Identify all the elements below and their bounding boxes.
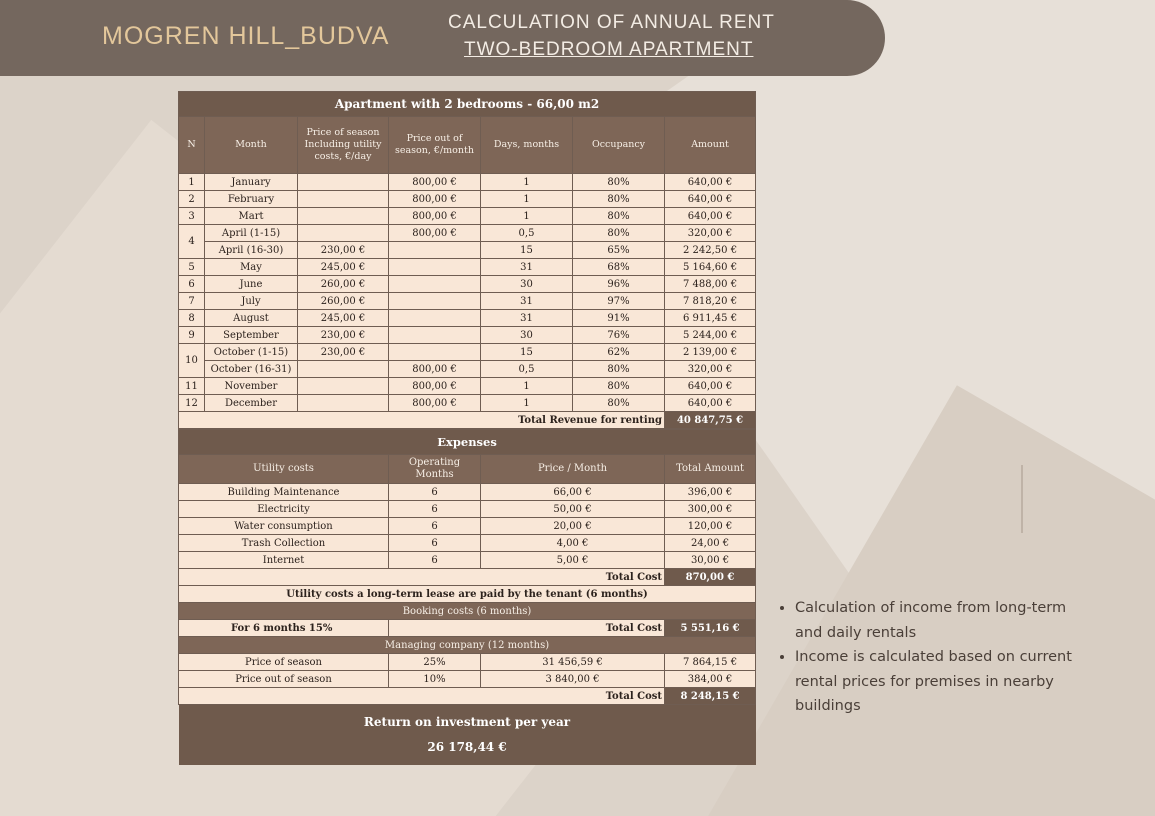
column-header: Utility costs [179, 455, 389, 484]
managing-total-cell: 384,00 € [665, 671, 756, 688]
amount-cell: 320,00 € [665, 225, 756, 242]
amount-cell: 320,00 € [665, 361, 756, 378]
amount-cell: 7 818,20 € [665, 293, 756, 310]
row-number-cell: 7 [179, 293, 205, 310]
occupancy-cell: 96% [573, 276, 665, 293]
table-row [179, 225, 756, 242]
expense-price-cell: 20,00 € [481, 518, 665, 535]
days-cell: 31 [481, 293, 573, 310]
offseason-price-cell [389, 242, 481, 259]
table-row [179, 293, 756, 310]
expense-price-cell: 5,00 € [481, 552, 665, 569]
days-cell: 1 [481, 395, 573, 412]
season-price-cell [298, 174, 389, 191]
season-price-cell [298, 361, 389, 378]
month-cell: June [205, 276, 298, 293]
row-number-cell: 11 [179, 378, 205, 395]
occupancy-cell: 80% [573, 361, 665, 378]
offseason-price-cell: 800,00 € [389, 378, 481, 395]
month-cell: December [205, 395, 298, 412]
managing-total-cell: 7 864,15 € [665, 654, 756, 671]
table-row [179, 191, 756, 208]
occupancy-cell: 80% [573, 191, 665, 208]
expense-name-cell: Water consumption [179, 518, 389, 535]
expenses-table [178, 429, 756, 765]
expense-total-cell: 24,00 € [665, 535, 756, 552]
expenses-title: Expenses [179, 430, 756, 455]
season-price-cell: 245,00 € [298, 310, 389, 327]
expense-price-cell: 66,00 € [481, 484, 665, 501]
table-row [179, 310, 756, 327]
season-price-cell: 230,00 € [298, 327, 389, 344]
booking-total-label: Total Cost [389, 620, 665, 637]
row-number-cell: 4 [179, 225, 205, 259]
expense-name-cell: Internet [179, 552, 389, 569]
column-header: Occupancy [573, 117, 665, 174]
season-price-cell [298, 208, 389, 225]
column-header: Price out of season, €/month [389, 117, 481, 174]
table-row [179, 518, 756, 535]
occupancy-cell: 91% [573, 310, 665, 327]
booking-title: Booking costs (6 months) [179, 603, 756, 620]
table-row [179, 276, 756, 293]
total-revenue-label: Total Revenue for renting [179, 412, 665, 429]
month-cell: May [205, 259, 298, 276]
note-item: • Income is calculated based on current rental prices for premises in nearby buildings [795, 645, 1075, 719]
month-cell: October (1-15) [205, 344, 298, 361]
offseason-price-cell [389, 310, 481, 327]
days-cell: 15 [481, 242, 573, 259]
notes-list [775, 596, 1075, 719]
occupancy-cell: 65% [573, 242, 665, 259]
managing-name-cell: Price of season [179, 654, 389, 671]
table-row [179, 395, 756, 412]
amount-cell: 640,00 € [665, 191, 756, 208]
expense-months-cell: 6 [389, 518, 481, 535]
amount-cell: 640,00 € [665, 174, 756, 191]
days-cell: 31 [481, 259, 573, 276]
season-price-cell: 260,00 € [298, 276, 389, 293]
days-cell: 30 [481, 276, 573, 293]
row-number-cell: 8 [179, 310, 205, 327]
expense-total-cell: 396,00 € [665, 484, 756, 501]
table-title: Apartment with 2 bedrooms - 66,00 m2 [179, 92, 756, 117]
month-cell: April (1-15) [205, 225, 298, 242]
days-cell: 15 [481, 344, 573, 361]
offseason-price-cell [389, 276, 481, 293]
column-header: Days, months [481, 117, 573, 174]
offseason-price-cell [389, 327, 481, 344]
table-row [179, 378, 756, 395]
days-cell: 1 [481, 208, 573, 225]
amount-cell: 640,00 € [665, 208, 756, 225]
table-row [179, 208, 756, 225]
days-cell: 1 [481, 174, 573, 191]
managing-percent-cell: 25% [389, 654, 481, 671]
season-price-cell [298, 395, 389, 412]
row-number-cell: 5 [179, 259, 205, 276]
expense-months-cell: 6 [389, 501, 481, 518]
occupancy-cell: 80% [573, 225, 665, 242]
offseason-price-cell [389, 259, 481, 276]
column-header: Price / Month [481, 455, 665, 484]
season-price-cell [298, 191, 389, 208]
offseason-price-cell: 800,00 € [389, 191, 481, 208]
amount-cell: 2 139,00 € [665, 344, 756, 361]
row-number-cell: 9 [179, 327, 205, 344]
column-header: Price of season Including utility costs, €/day [298, 117, 389, 174]
managing-percent-cell: 10% [389, 671, 481, 688]
month-cell: July [205, 293, 298, 310]
amount-cell: 5 164,60 € [665, 259, 756, 276]
expense-months-cell: 6 [389, 552, 481, 569]
expense-total-cell: 120,00 € [665, 518, 756, 535]
note-item: • Calculation of income from long-term and daily rentals [795, 596, 1075, 645]
amount-cell: 640,00 € [665, 378, 756, 395]
column-header: Total Amount [665, 455, 756, 484]
decorative-line [1021, 465, 1023, 533]
rent-calculation-sheet [178, 91, 755, 758]
page-subtitle: TWO-BEDROOM APARTMENT [464, 39, 754, 60]
table-row [179, 671, 756, 688]
offseason-price-cell: 800,00 € [389, 174, 481, 191]
row-number-cell: 1 [179, 174, 205, 191]
column-header: Month [205, 117, 298, 174]
column-header: N [179, 117, 205, 174]
season-price-cell: 260,00 € [298, 293, 389, 310]
expenses-total-label: Total Cost [179, 569, 665, 586]
table-row [179, 259, 756, 276]
days-cell: 31 [481, 310, 573, 327]
amount-cell: 6 911,45 € [665, 310, 756, 327]
table-row [179, 242, 756, 259]
offseason-price-cell: 800,00 € [389, 208, 481, 225]
month-cell: February [205, 191, 298, 208]
page-title: CALCULATION OF ANNUAL RENT [448, 12, 775, 33]
amount-cell: 2 242,50 € [665, 242, 756, 259]
season-price-cell [298, 225, 389, 242]
month-cell: August [205, 310, 298, 327]
roi-label: Return on investment per year [179, 705, 756, 736]
roi-value: 26 178,44 € [179, 735, 756, 765]
month-cell: Mart [205, 208, 298, 225]
days-cell: 1 [481, 378, 573, 395]
managing-name-cell: Price out of season [179, 671, 389, 688]
days-cell: 30 [481, 327, 573, 344]
expense-total-cell: 300,00 € [665, 501, 756, 518]
tenant-note: Utility costs a long-term lease are paid by the tenant (6 months) [179, 586, 756, 603]
managing-title: Managing company (12 months) [179, 637, 756, 654]
occupancy-cell: 80% [573, 208, 665, 225]
header-banner [0, 0, 885, 76]
season-price-cell: 230,00 € [298, 344, 389, 361]
month-cell: October (16-31) [205, 361, 298, 378]
occupancy-cell: 80% [573, 174, 665, 191]
offseason-price-cell: 800,00 € [389, 361, 481, 378]
occupancy-cell: 68% [573, 259, 665, 276]
month-cell: November [205, 378, 298, 395]
offseason-price-cell [389, 293, 481, 310]
booking-total-value: 5 551,16 € [665, 620, 756, 637]
offseason-price-cell: 800,00 € [389, 395, 481, 412]
month-cell: January [205, 174, 298, 191]
managing-base-cell: 31 456,59 € [481, 654, 665, 671]
row-number-cell: 12 [179, 395, 205, 412]
occupancy-cell: 80% [573, 378, 665, 395]
offseason-price-cell [389, 344, 481, 361]
month-cell: April (16-30) [205, 242, 298, 259]
occupancy-cell: 80% [573, 395, 665, 412]
amount-cell: 640,00 € [665, 395, 756, 412]
month-cell: September [205, 327, 298, 344]
days-cell: 0,5 [481, 361, 573, 378]
table-row [179, 501, 756, 518]
booking-label: For 6 months 15% [179, 620, 389, 637]
expense-months-cell: 6 [389, 484, 481, 501]
table-row [179, 484, 756, 501]
table-row [179, 361, 756, 378]
row-number-cell: 6 [179, 276, 205, 293]
occupancy-cell: 62% [573, 344, 665, 361]
table-row [179, 535, 756, 552]
season-price-cell: 230,00 € [298, 242, 389, 259]
managing-total-value: 8 248,15 € [665, 688, 756, 705]
expense-name-cell: Trash Collection [179, 535, 389, 552]
row-number-cell: 3 [179, 208, 205, 225]
expense-price-cell: 4,00 € [481, 535, 665, 552]
expense-price-cell: 50,00 € [481, 501, 665, 518]
table-row [179, 654, 756, 671]
managing-total-label: Total Cost [179, 688, 665, 705]
row-number-cell: 10 [179, 344, 205, 378]
column-header: Amount [665, 117, 756, 174]
table-row [179, 552, 756, 569]
amount-cell: 7 488,00 € [665, 276, 756, 293]
expense-total-cell: 30,00 € [665, 552, 756, 569]
offseason-price-cell: 800,00 € [389, 225, 481, 242]
season-price-cell: 245,00 € [298, 259, 389, 276]
column-header: Operating Months [389, 455, 481, 484]
days-cell: 1 [481, 191, 573, 208]
days-cell: 0,5 [481, 225, 573, 242]
table-row [179, 174, 756, 191]
total-revenue-value: 40 847,75 € [665, 412, 756, 429]
expense-months-cell: 6 [389, 535, 481, 552]
brand-title: MOGREN HILL_BUDVA [102, 22, 390, 50]
table-row [179, 344, 756, 361]
table-row [179, 327, 756, 344]
expense-name-cell: Electricity [179, 501, 389, 518]
rent-table [178, 91, 756, 429]
season-price-cell [298, 378, 389, 395]
expenses-total-value: 870,00 € [665, 569, 756, 586]
expense-name-cell: Building Maintenance [179, 484, 389, 501]
row-number-cell: 2 [179, 191, 205, 208]
amount-cell: 5 244,00 € [665, 327, 756, 344]
managing-base-cell: 3 840,00 € [481, 671, 665, 688]
occupancy-cell: 97% [573, 293, 665, 310]
occupancy-cell: 76% [573, 327, 665, 344]
